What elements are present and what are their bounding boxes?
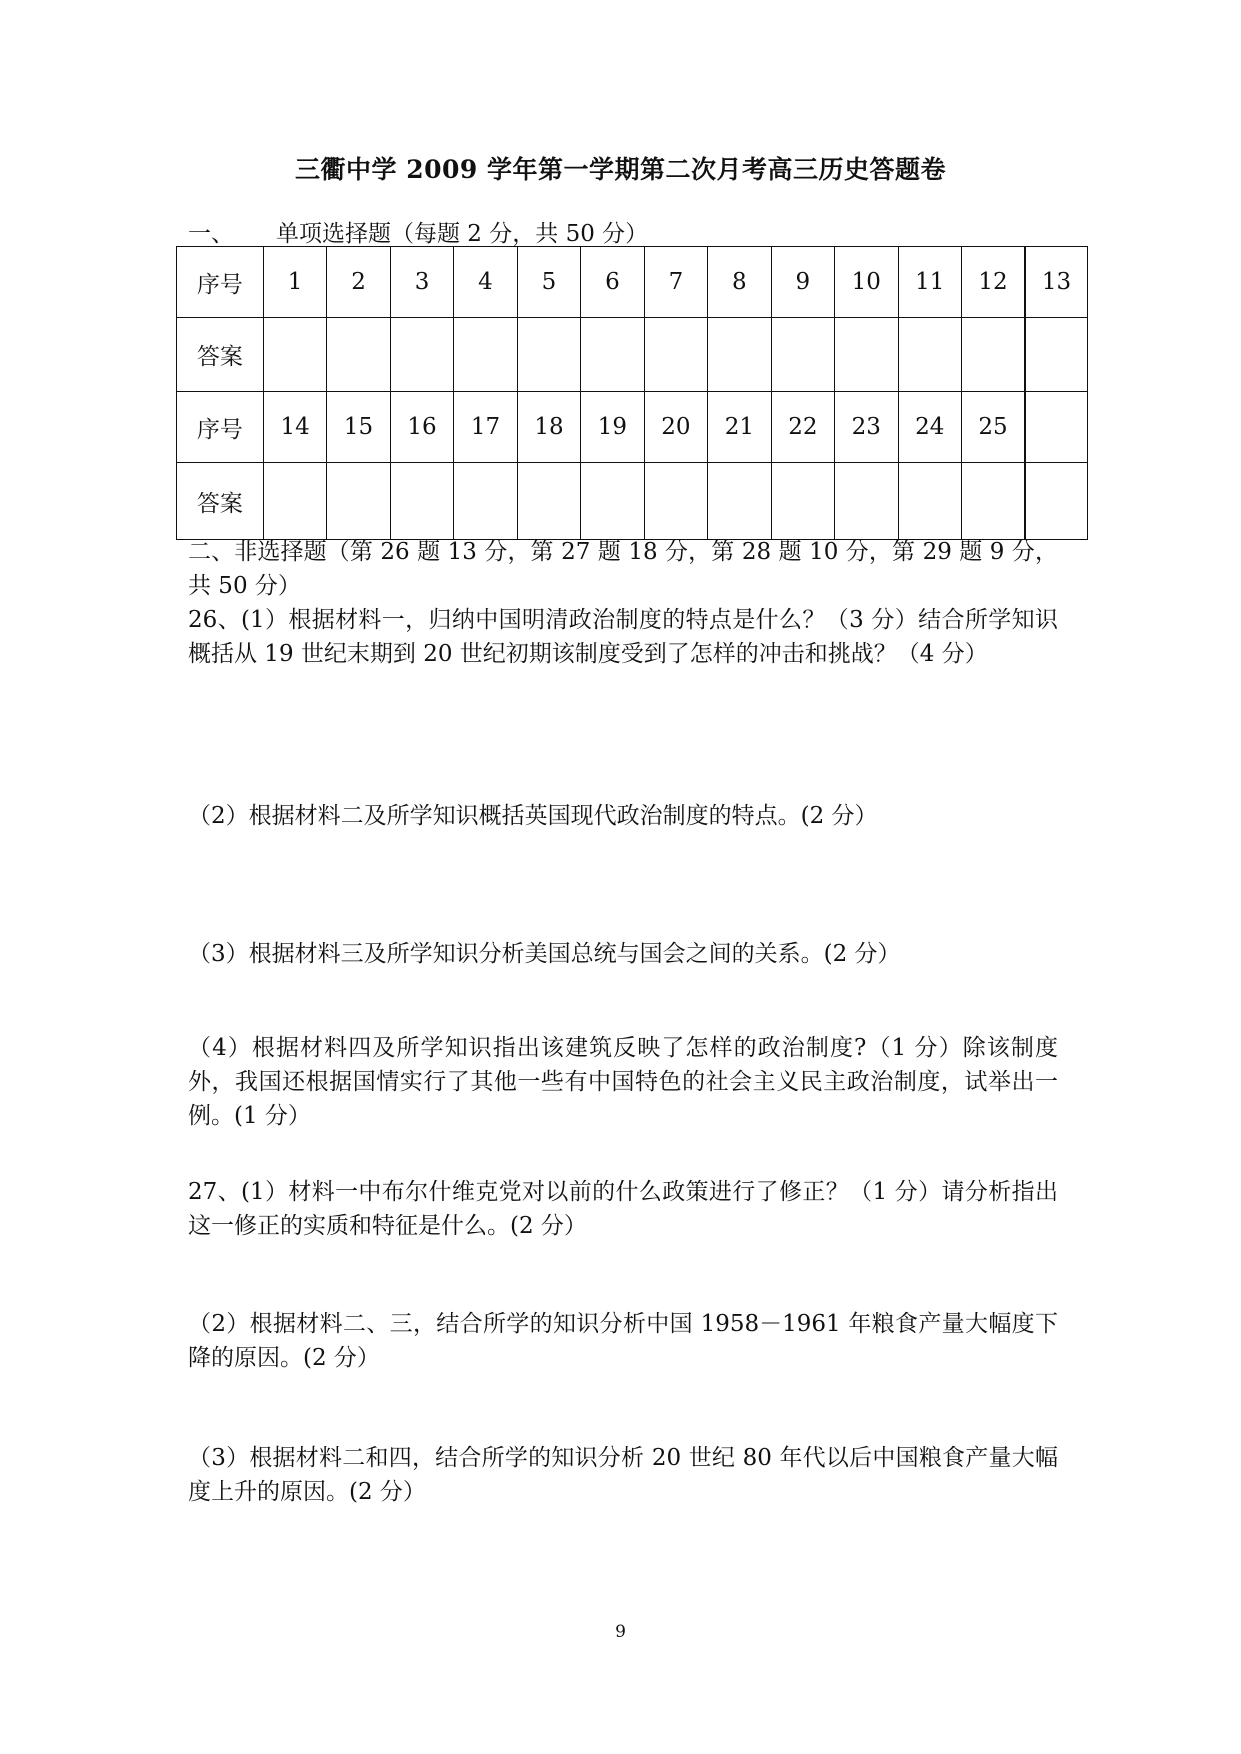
section-1-number: 一、 xyxy=(188,221,234,247)
row-label-answer: 答案 xyxy=(177,318,264,392)
question-number: 16 xyxy=(390,392,453,463)
question-number: 15 xyxy=(327,392,390,463)
question-number: 21 xyxy=(708,392,771,463)
question-number: 24 xyxy=(898,392,961,463)
answer-cell[interactable] xyxy=(517,463,580,540)
answer-cell[interactable] xyxy=(327,463,390,540)
question-number: 4 xyxy=(454,247,517,318)
answer-cell[interactable] xyxy=(644,463,707,540)
answer-cell[interactable] xyxy=(644,318,707,392)
answer-cell[interactable] xyxy=(327,318,390,392)
answer-cell[interactable] xyxy=(898,318,961,392)
answer-cell[interactable] xyxy=(263,318,326,392)
number-row-2 xyxy=(177,392,1088,463)
row-label-number: 序号 xyxy=(177,247,264,318)
answer-cell[interactable] xyxy=(263,463,326,540)
number-row-1 xyxy=(177,247,1088,318)
answer-cell[interactable] xyxy=(581,463,644,540)
question-number: 18 xyxy=(517,392,580,463)
answer-cell[interactable] xyxy=(517,318,580,392)
row-label-number: 序号 xyxy=(177,392,264,463)
question-number: 20 xyxy=(644,392,707,463)
answer-cell[interactable] xyxy=(454,318,517,392)
question-number: 1 xyxy=(263,247,326,318)
answer-cell[interactable] xyxy=(708,463,771,540)
section-1-heading xyxy=(188,215,648,248)
answer-cell[interactable] xyxy=(390,463,453,540)
question-number: 2 xyxy=(327,247,390,318)
question-number: 13 xyxy=(1025,247,1088,318)
question-number: 5 xyxy=(517,247,580,318)
answer-row-2 xyxy=(177,463,1088,540)
page-title: 三衢中学 2009 学年第一学期第二次月考高三历史答题卷 xyxy=(295,155,946,184)
question-27-1: 27、(1）材料一中布尔什维克党对以前的什么政策进行了修正？（1 分）请分析指出这一修正的实质和特征是什么。(2 分） xyxy=(188,1179,1058,1239)
answer-cell[interactable] xyxy=(454,463,517,540)
question-number: 11 xyxy=(898,247,961,318)
answer-cell[interactable] xyxy=(771,463,834,540)
answer-cell[interactable] xyxy=(771,318,834,392)
question-number: 8 xyxy=(708,247,771,318)
answer-cell[interactable] xyxy=(390,318,453,392)
answer-cell[interactable] xyxy=(581,318,644,392)
answer-row-1 xyxy=(177,318,1088,392)
question-26-1: 26、(1）根据材料一，归纳中国明清政治制度的特点是什么？（3 分）结合所学知识概括从 19 世纪末期到 20 世纪初期该制度受到了怎样的冲击和挑战？（4 分） xyxy=(188,607,1058,667)
empty-cell xyxy=(1025,392,1088,463)
question-number: 23 xyxy=(835,392,898,463)
question-number: 6 xyxy=(581,247,644,318)
answer-cell[interactable] xyxy=(962,318,1025,392)
question-number: 3 xyxy=(390,247,453,318)
section-2-heading: 二、非选择题（第 26 题 13 分，第 27 题 18 分，第 28 题 10 分，第 29 题 9 分，共 50 分） xyxy=(188,539,1058,599)
question-number: 14 xyxy=(263,392,326,463)
answer-cell[interactable] xyxy=(898,463,961,540)
question-number: 17 xyxy=(454,392,517,463)
section-1-label: 单项选择题（每题 2 分，共 50 分） xyxy=(276,221,649,247)
question-number: 19 xyxy=(581,392,644,463)
answer-table xyxy=(176,246,1088,540)
question-number: 10 xyxy=(835,247,898,318)
question-number: 7 xyxy=(644,247,707,318)
answer-cell[interactable] xyxy=(835,318,898,392)
question-number: 12 xyxy=(962,247,1025,318)
question-number: 25 xyxy=(962,392,1025,463)
question-26-3: （3）根据材料三及所学知识分析美国总统与国会之间的关系。(2 分） xyxy=(188,941,901,967)
question-27-3: （3）根据材料二和四，结合所学的知识分析 20 世纪 80 年代以后中国粮食产量大幅度上升的原因。(2 分） xyxy=(188,1445,1058,1505)
row-label-answer: 答案 xyxy=(177,463,264,540)
question-number: 22 xyxy=(771,392,834,463)
answer-cell[interactable] xyxy=(962,463,1025,540)
page-number: 9 xyxy=(615,1622,626,1642)
empty-cell xyxy=(1025,463,1088,540)
answer-cell[interactable] xyxy=(708,318,771,392)
answer-cell[interactable] xyxy=(1025,318,1088,392)
question-26-4: （4）根据材料四及所学知识指出该建筑反映了怎样的政治制度?（1 分）除该制度外，我国还根据国情实行了其他一些有中国特色的社会主义民主政治制度，试举出一例。(1 分） xyxy=(188,1035,1058,1129)
question-number: 9 xyxy=(771,247,834,318)
question-27-2: （2）根据材料二、三，结合所学的知识分析中国 1958－1961 年粮食产量大幅度下降的原因。(2 分） xyxy=(188,1311,1058,1371)
question-26-2: （2）根据材料二及所学知识概括英国现代政治制度的特点。(2 分） xyxy=(188,803,878,829)
answer-cell[interactable] xyxy=(835,463,898,540)
